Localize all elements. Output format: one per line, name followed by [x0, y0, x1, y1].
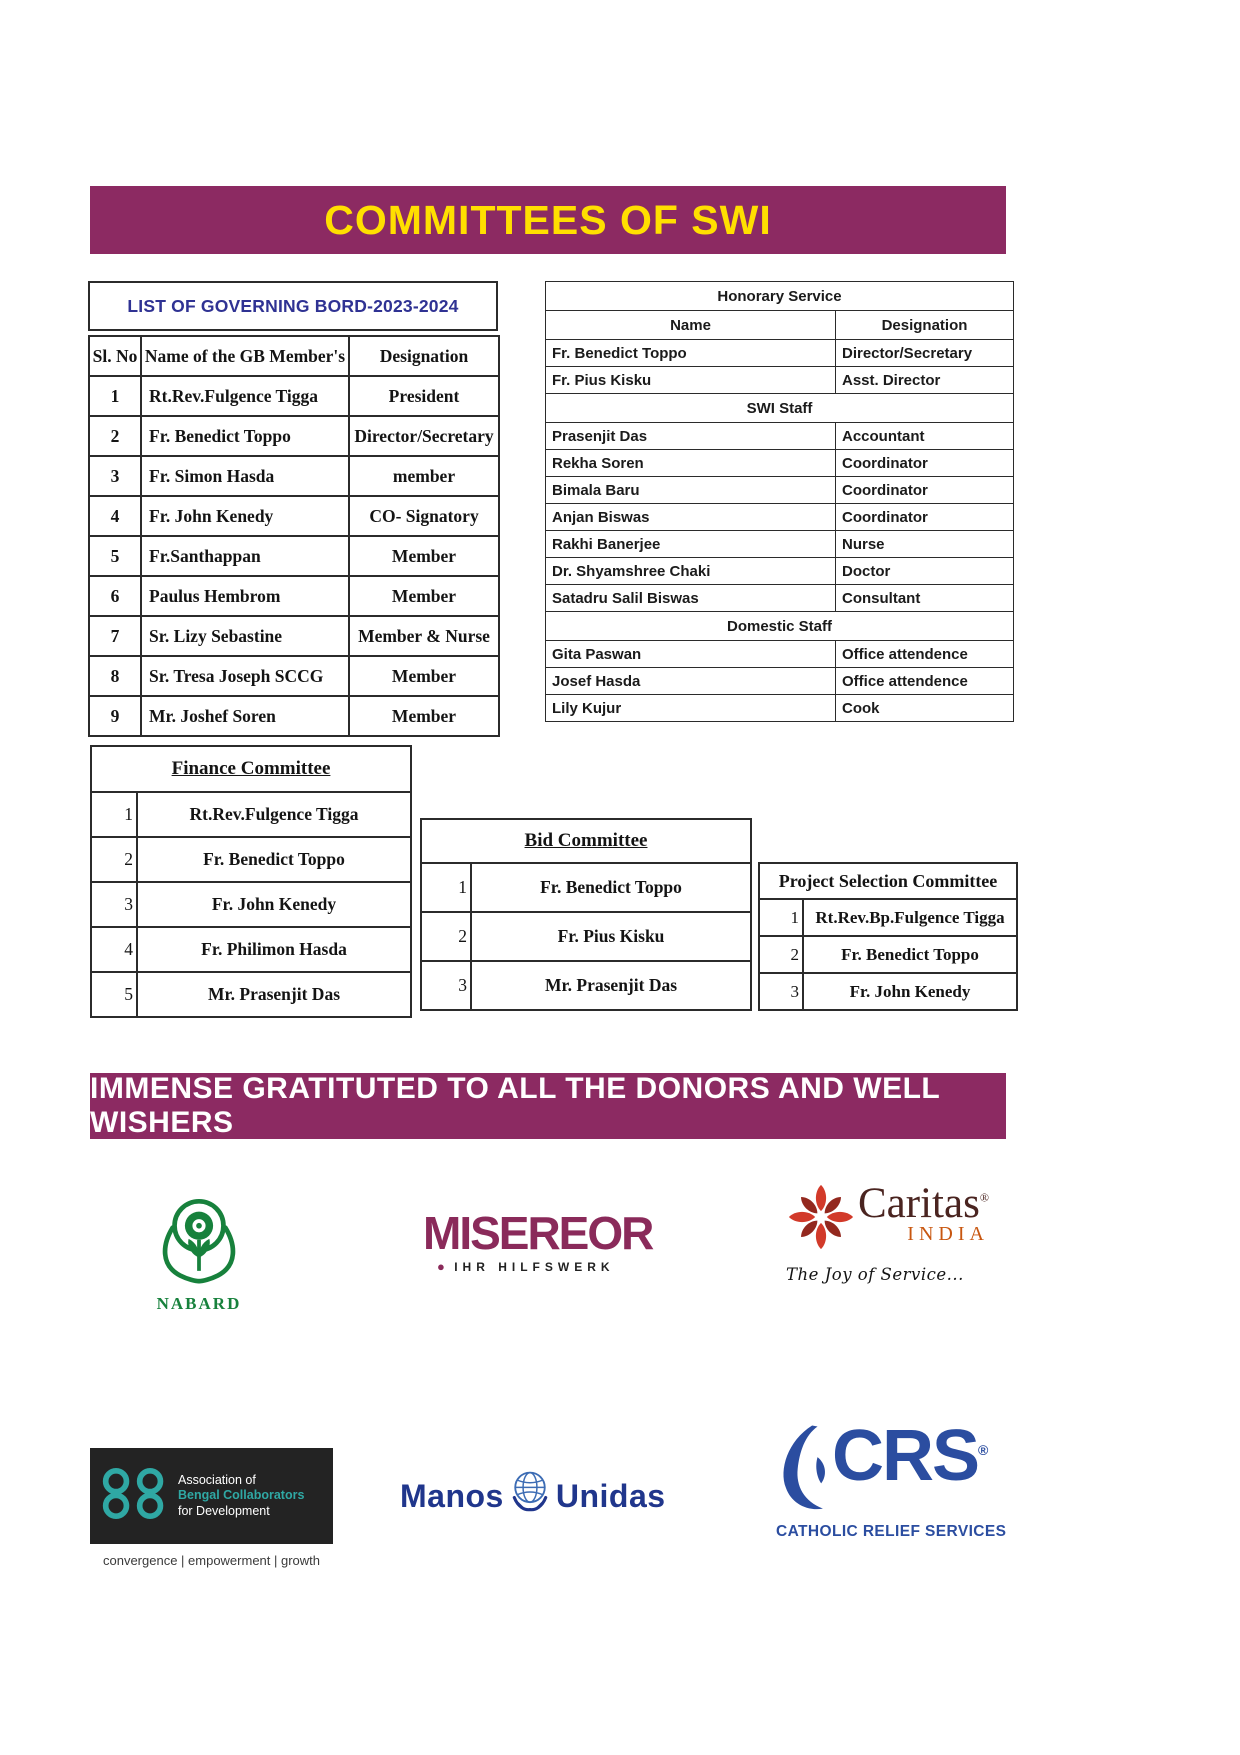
project-selection-committee-table — [758, 862, 1018, 1011]
cell-no: 9 — [89, 696, 141, 736]
crs-wordmark: CRS® — [832, 1416, 989, 1496]
cell-name: Mr. Prasenjit Das — [471, 961, 751, 1010]
table-row — [546, 668, 1014, 695]
staff-table — [545, 281, 1014, 722]
cell-name: Fr. Simon Hasda — [141, 456, 349, 496]
col-header-designation: Designation — [349, 336, 499, 376]
cell-designation: Director/Secretary — [836, 340, 1014, 367]
cell-name: Lily Kujur — [546, 695, 836, 722]
cell-no: 7 — [89, 616, 141, 656]
cell-no: 2 — [91, 837, 137, 882]
committee-title-text: Bid Committee — [524, 830, 648, 851]
cell-designation: Member — [349, 696, 499, 736]
caritas-tagline: The Joy of Service... — [786, 1265, 964, 1284]
table-row — [421, 863, 751, 912]
col-header-designation: Designation — [836, 311, 1014, 340]
cell-name: Gita Paswan — [546, 641, 836, 668]
cell-name: Sr. Lizy Sebastine — [141, 616, 349, 656]
table-row — [421, 961, 751, 1010]
table-row — [546, 477, 1014, 504]
table-row — [546, 367, 1014, 394]
cell-name: Fr. Benedict Toppo — [137, 837, 411, 882]
finance-committee-table — [90, 745, 412, 1018]
caritas-india-logo — [786, 1182, 1041, 1284]
table-row — [91, 972, 411, 1017]
crs-flame-icon — [776, 1422, 832, 1519]
section-header-row — [546, 282, 1014, 311]
cell-designation: Coordinator — [836, 450, 1014, 477]
committee-title-row — [91, 746, 411, 792]
cell-designation: Office attendence — [836, 668, 1014, 695]
nabard-logo — [143, 1188, 255, 1314]
cell-no: 5 — [89, 536, 141, 576]
cell-designation: Coordinator — [836, 504, 1014, 531]
table-row — [91, 927, 411, 972]
cell-name: Fr. Benedict Toppo — [546, 340, 836, 367]
committee-title-text: Finance Committee — [171, 758, 331, 779]
cell-no: 2 — [759, 936, 803, 973]
misereor-wordmark: MISEREOR — [423, 1207, 653, 1259]
cell-name: Sr. Tresa Joseph SCCG — [141, 656, 349, 696]
manos-word1: Manos — [400, 1477, 504, 1514]
cell-name: Prasenjit Das — [546, 423, 836, 450]
cell-name: Fr. John Kenedy — [137, 882, 411, 927]
abcd-logo — [90, 1448, 333, 1568]
cell-name: Fr. Benedict Toppo — [471, 863, 751, 912]
cell-name: Fr. Benedict Toppo — [803, 936, 1017, 973]
table-row — [759, 899, 1017, 936]
cell-name: Paulus Hembrom — [141, 576, 349, 616]
table-row — [89, 496, 499, 536]
crs-logo — [776, 1416, 1026, 1541]
table-row — [91, 792, 411, 837]
cell-no: 1 — [759, 899, 803, 936]
caritas-india-text: INDIA — [907, 1223, 989, 1245]
table-row — [546, 450, 1014, 477]
section-header-row — [546, 394, 1014, 423]
cell-no: 4 — [91, 927, 137, 972]
cell-no: 3 — [421, 961, 471, 1010]
cell-no: 1 — [91, 792, 137, 837]
cell-name: Fr. John Kenedy — [803, 973, 1017, 1010]
misereor-logo — [423, 1207, 673, 1274]
donors-banner-text: IMMENSE GRATITUTED TO ALL THE DONORS AND WELL WISHERS — [90, 1072, 940, 1139]
table-row — [89, 416, 499, 456]
cell-designation: Member & Nurse — [349, 616, 499, 656]
abcd-line1: Association of — [178, 1472, 256, 1487]
table-row — [546, 641, 1014, 668]
abcd-circles-icon — [100, 1466, 168, 1526]
section-honorary-service: Honorary Service — [546, 282, 1014, 311]
cell-no: 2 — [421, 912, 471, 961]
cell-name: Dr. Shyamshree Chaki — [546, 558, 836, 585]
cell-designation: Accountant — [836, 423, 1014, 450]
cell-name: Mr. Joshef Soren — [141, 696, 349, 736]
cell-no: 6 — [89, 576, 141, 616]
cell-designation: Asst. Director — [836, 367, 1014, 394]
cell-no: 3 — [759, 973, 803, 1010]
misereor-dot-icon: ● — [437, 1259, 446, 1274]
abcd-line3: for Development — [178, 1503, 270, 1518]
caritas-registered-mark: ® — [979, 1190, 989, 1205]
cell-designation: Member — [349, 576, 499, 616]
cell-designation: Coordinator — [836, 477, 1014, 504]
abcd-logo-box — [90, 1448, 333, 1544]
abcd-caption: convergence | empowerment | growth — [102, 1553, 321, 1568]
caritas-wordmark: Caritas® — [858, 1180, 989, 1227]
table-row — [759, 973, 1017, 1010]
abcd-line2: Bengal Collaborators — [178, 1488, 305, 1503]
table-row — [546, 423, 1014, 450]
table-header-row — [89, 336, 499, 376]
cell-name: Rekha Soren — [546, 450, 836, 477]
donors-banner — [90, 1073, 1006, 1139]
cell-name: Bimala Baru — [546, 477, 836, 504]
table-row — [546, 531, 1014, 558]
cell-name: Fr. Benedict Toppo — [141, 416, 349, 456]
nabard-label: NABARD — [156, 1294, 242, 1313]
section-swi-staff: SWI Staff — [546, 394, 1014, 423]
table-row — [89, 696, 499, 736]
bid-committee-table — [420, 818, 752, 1011]
cell-no: 3 — [91, 882, 137, 927]
table-row — [421, 912, 751, 961]
table-header-row — [546, 311, 1014, 340]
caritas-pinwheel-icon — [786, 1182, 856, 1257]
table-row — [89, 376, 499, 416]
cell-no: 2 — [89, 416, 141, 456]
cell-no: 3 — [89, 456, 141, 496]
section-header-row — [546, 612, 1014, 641]
table-row — [91, 882, 411, 927]
cell-designation: Consultant — [836, 585, 1014, 612]
cell-designation: Nurse — [836, 531, 1014, 558]
cell-name: Fr. Pius Kisku — [546, 367, 836, 394]
cell-no: 1 — [89, 376, 141, 416]
cell-designation: Member — [349, 656, 499, 696]
cell-designation: President — [349, 376, 499, 416]
cell-name: Fr. John Kenedy — [141, 496, 349, 536]
page-title-banner — [90, 186, 1006, 254]
cell-designation: Director/Secretary — [349, 416, 499, 456]
cell-designation: Office attendence — [836, 641, 1014, 668]
cell-name: Anjan Biswas — [546, 504, 836, 531]
misereor-tagline — [423, 1259, 673, 1274]
col-header-name: Name — [546, 311, 836, 340]
page-title: COMMITTEES OF SWI — [324, 196, 772, 243]
crs-subtitle: CATHOLIC RELIEF SERVICES — [776, 1523, 1007, 1540]
governing-board-table — [88, 335, 500, 737]
table-row — [91, 837, 411, 882]
nabard-emblem-icon — [152, 1274, 246, 1291]
cell-name: Rt.Rev.Fulgence Tigga — [141, 376, 349, 416]
cell-designation: Doctor — [836, 558, 1014, 585]
table-row — [89, 616, 499, 656]
cell-no: 1 — [421, 863, 471, 912]
col-header-name: Name of the GB Member's — [141, 336, 349, 376]
finance-committee-title — [91, 746, 411, 792]
manos-globe-hands-icon — [504, 1468, 556, 1524]
table-row — [89, 656, 499, 696]
cell-name: Rakhi Banerjee — [546, 531, 836, 558]
cell-name: Rt.Rev.Bp.Fulgence Tigga — [803, 899, 1017, 936]
committee-title-row — [759, 863, 1017, 899]
table-row — [759, 936, 1017, 973]
cell-name: Mr. Prasenjit Das — [137, 972, 411, 1017]
table-row — [546, 504, 1014, 531]
cell-name: Josef Hasda — [546, 668, 836, 695]
cell-name: Satadru Salil Biswas — [546, 585, 836, 612]
cell-name: Fr. Pius Kisku — [471, 912, 751, 961]
governing-board-title-box — [88, 281, 498, 331]
cell-name: Fr.Santhappan — [141, 536, 349, 576]
cell-no: 5 — [91, 972, 137, 1017]
cell-designation: member — [349, 456, 499, 496]
committee-title-text: Project Selection Committee — [778, 870, 998, 891]
cell-designation: Cook — [836, 695, 1014, 722]
cell-designation: Member — [349, 536, 499, 576]
manos-word2: Unidas — [555, 1477, 666, 1514]
cell-no: 4 — [89, 496, 141, 536]
table-row — [546, 340, 1014, 367]
cell-name: Fr. Philimon Hasda — [137, 927, 411, 972]
section-domestic-staff: Domestic Staff — [546, 612, 1014, 641]
committee-title-row — [421, 819, 751, 863]
col-header-slno: Sl. No — [89, 336, 141, 376]
table-row — [546, 585, 1014, 612]
table-row — [89, 576, 499, 616]
project-selection-committee-title — [759, 863, 1017, 899]
table-row — [546, 558, 1014, 585]
misereor-tagline-text: IHR HILFSWERK — [454, 1260, 615, 1274]
bid-committee-title — [421, 819, 751, 863]
cell-no: 8 — [89, 656, 141, 696]
crs-registered-mark: ® — [978, 1442, 989, 1458]
cell-designation: CO- Signatory — [349, 496, 499, 536]
table-row — [89, 456, 499, 496]
manos-unidas-logo — [400, 1468, 666, 1524]
table-row — [546, 695, 1014, 722]
governing-board-title: LIST OF GOVERNING BORD-2023-2024 — [127, 295, 459, 316]
table-row — [89, 536, 499, 576]
cell-name: Rt.Rev.Fulgence Tigga — [137, 792, 411, 837]
